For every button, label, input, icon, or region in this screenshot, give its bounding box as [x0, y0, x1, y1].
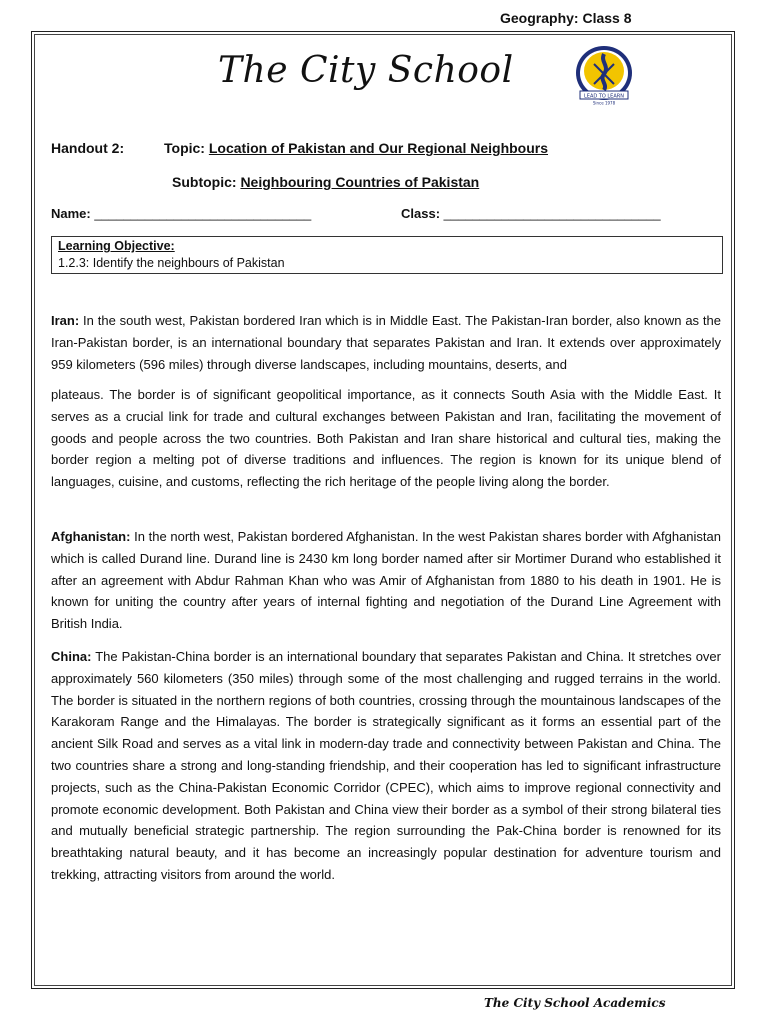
school-name: The City School — [218, 50, 514, 91]
china-text: The Pakistan-China border is an international boundary that separates Pakistan and China. It stretches over approximately 560 kilometers (350 miles) through some of the most challenging and rugged terrains in the world. The border is situated in the northern regions of both countries, crossing through the mountainous landscapes of the Karakoram Range and the Himalayas. The border is strategically significant as it forms an essential part of the ancient Silk Road and serves as a vital link in modern-day trade and connectivity between Pakistan and China. The two countries share a strong and long-standing friendship, and their cooperation has led to significant infrastructure projects, such as the China-Pakistan Economic Corridor (CPEC), which aims to improve regional connectivity and promote economic development. Both Pakistan and China view their border as a symbol of their strong bilateral ties and mutually beneficial strategic partnership. The region surrounding the Pak-China border is renowned for its breathtaking natural beauty, and it has become an increasingly popular destination for adventure tourism and trekking, attracting visitors from around the world. — [51, 649, 721, 882]
name-field[interactable] — [51, 206, 311, 221]
handout-label: Handout 2: — [51, 140, 125, 156]
class-blank[interactable]: ______________________________ — [443, 206, 661, 221]
school-logo — [574, 44, 634, 106]
class-field[interactable] — [401, 206, 661, 221]
iran-label: Iran: — [51, 313, 80, 328]
china-label: China: — [51, 649, 92, 664]
china-paragraph — [51, 646, 721, 886]
afghanistan-paragraph — [51, 526, 721, 635]
topic-line — [164, 140, 548, 156]
afghanistan-text: In the north west, Pakistan bordered Afghanistan. In the west Pakistan shares border with Afghanistan which is called Durand line. Durand line is 2430 km long border named after sir Mortimer Durand who established it after an agreement with Abdur Rahman Khan who was Amir of Afghanistan from 1880 to his death in 1901. He is known for uniting the country after years of internal fighting and negotiation of the Durand Line Agreement with British India. — [51, 529, 721, 632]
afghanistan-label: Afghanistan: — [51, 529, 131, 544]
logo-motto: LEAD TO LEARN — [584, 93, 624, 100]
footer-text: The City School Academics — [484, 996, 666, 1010]
subtopic-title: Neighbouring Countries of Pakistan — [240, 174, 480, 190]
iran-paragraph-2 — [51, 384, 721, 493]
iran-text-1: In the south west, Pakistan bordered Iran which is in Middle East. The Pakistan-Iran border, also known as the Iran-Pakistan border, is an international boundary that separates Pakistan and Iran. It extends over approximately 959 kilometers (596 miles) through diverse landscapes, including mountains, deserts, and — [51, 313, 721, 372]
subtopic-label: Subtopic: — [172, 174, 237, 190]
logo-year: Since 1978 — [592, 100, 616, 106]
name-blank[interactable]: ______________________________ — [94, 206, 312, 221]
learning-objective-text: 1.2.3: Identify the neighbours of Pakistan — [58, 256, 285, 270]
topic-title: Location of Pakistan and Our Regional Neighbours — [208, 140, 549, 156]
class-label: Class: — [401, 206, 441, 221]
iran-paragraph-1 — [51, 310, 721, 375]
learning-objective-box — [51, 236, 723, 274]
name-label: Name: — [51, 206, 91, 221]
topic-label: Topic: — [164, 140, 205, 156]
subject-header: Geography: Class 8 — [500, 10, 632, 26]
learning-objective-title: Learning Objective: — [58, 239, 175, 253]
iran-text-2: plateaus. The border is of significant geopolitical importance, as it connects South Asia with the Middle East. It serves as a crucial link for trade and cultural exchanges between Pakistan and Iran, facilitating the movement of goods and people across the two countries. Both Pakistan and Iran share historical and cultural ties, making the border region a melting pot of diverse traditions and influences. The region is known for its unique blend of languages, cuisine, and customs, reflecting the rich heritage of the people living along the border. — [51, 387, 721, 490]
subtopic-line — [172, 174, 479, 190]
